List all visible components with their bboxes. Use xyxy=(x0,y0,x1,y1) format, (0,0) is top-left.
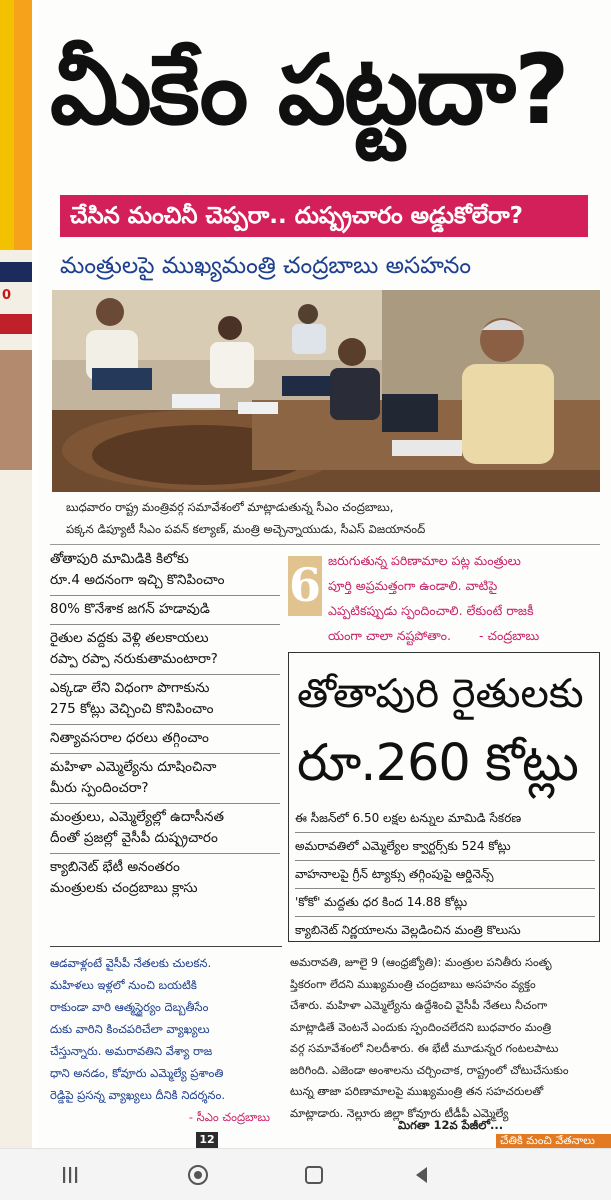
quote-author: - చంద్రబాబు xyxy=(479,628,540,643)
article-line: ప్తికరంగా లేదని ముఖ్యమంత్రి చంద్రబాబు అసహనం వ్యక్తం xyxy=(290,977,536,991)
quote-line: ఎప్పటికప్పుడు స్పందించాలి. లేకుంటే రాజకీ xyxy=(328,603,534,618)
cabinet-meeting-photo xyxy=(52,290,600,492)
cm-remarks-line: ధాని అనడం, కోవూరు ఎమ్మెల్యే ప్రశాంతి xyxy=(50,1066,224,1080)
page-headline: మీకేం పట్టదా? xyxy=(50,34,568,146)
key-points-column xyxy=(50,546,280,903)
quote-line: జరుగుతున్న పరిణామాల పట్ల మంత్రులు xyxy=(328,553,521,568)
highlight-box-amount: రూ.260 కోట్లు xyxy=(297,734,578,793)
key-point-line: రప్పా రప్పా నరుకుతామంటారా? xyxy=(50,651,218,667)
tagline: మంత్రులపై ముఖ్యమంత్రి చంద్రబాబు అసహనం xyxy=(60,253,472,279)
adjacent-page-dark-block xyxy=(0,262,32,282)
key-point-line: దీంతో ప్రజల్లో వైసీపీ దుష్ప్రచారం xyxy=(50,830,218,846)
key-point xyxy=(50,546,280,596)
adjacent-page-strip xyxy=(0,0,32,1148)
key-point-line: రూ.4 అదనంగా ఇచ్చి కొనిపించాం xyxy=(50,572,225,588)
photo-caption xyxy=(66,496,586,540)
cm-remarks-author: - సీఎం చంద్రబాబు xyxy=(188,1110,270,1124)
highlight-box-point: వాహనాలపై గ్రీన్ ట్యాక్సు తగ్గింపుపై ఆర్డినెన్స్ xyxy=(295,861,595,889)
key-point-line: మీరు స్పందించరా? xyxy=(50,780,149,796)
photo-caption-line: పక్కన డిప్యూటీ సీఎం పవన్ కల్యాణ్, మంత్రి అచ్చెన్నాయుడు, సీఎస్ విజయానంద్ xyxy=(66,522,426,536)
highlight-box-point: క్యాబినెట్ నిర్ణయాలను వెల్లడించిన మంత్రి కొలుసు xyxy=(295,923,521,937)
article-continued-note: మిగతా 12వ పేజీలో... xyxy=(398,1118,504,1132)
key-point-line: మంత్రులకు చంద్రబాబు క్లాసు xyxy=(50,880,198,896)
cm-remarks-line: దుకు వారిని కించపరిచేలా వ్యాఖ్యలు xyxy=(50,1022,210,1036)
quote-line-text: యంగా చాలా నష్టపోతాం. xyxy=(328,628,451,643)
key-point xyxy=(50,804,280,854)
key-point-line: మహిళా ఎమ్మెల్యేను దూషించినా xyxy=(50,759,217,775)
home-circle-icon[interactable] xyxy=(186,1163,210,1187)
highlight-box-point: ఈ సీజన్‌లో 6.50 లక్షల టన్నుల మామిడి సేకరణ xyxy=(295,805,595,833)
cm-remarks-line: చేస్తున్నారు. అమరావతిని వేశ్యా రాజ xyxy=(50,1044,213,1058)
cabinet-meeting-illustration xyxy=(52,290,600,492)
bottom-ribbon: చేతికి మంచి వేతనాలు xyxy=(496,1134,611,1148)
key-point xyxy=(50,754,280,804)
article-body xyxy=(290,952,602,1122)
menu-bars-icon[interactable] xyxy=(58,1163,82,1187)
adjacent-page-number: 0 xyxy=(2,288,12,303)
key-point xyxy=(50,625,280,675)
quote-mark-icon: 6 xyxy=(288,556,322,616)
cm-remarks-line: మహిళలు ఇళ్లలో నుంచి బయటికి xyxy=(50,978,197,992)
adjacent-page-photo xyxy=(0,350,32,470)
key-point-line: క్యాబినెట్ భేటీ అనంతరం xyxy=(50,859,180,875)
quote-line: పూర్తి అప్రమత్తంగా ఉండాలి. వాటిపై xyxy=(328,578,498,593)
quote-text xyxy=(328,548,600,648)
key-point-line: మంత్రులు, ఎమ్మెల్యేల్లో ఉదాసీనత xyxy=(50,809,224,825)
article-line: టున్న తాజా పరిణామాలపై ముఖ్యమంత్రి తన సహచరులతో xyxy=(290,1085,544,1098)
key-point xyxy=(50,725,280,754)
cm-remarks-line: రెడ్డిపై ప్రసన్న వ్యాఖ్యలు దీనికి నిదర్శనం. xyxy=(50,1088,225,1102)
article-line: జరిగింది. ఎజెండా అంశాలను చర్చించాక, రాష్ట్రంలో చోటుచేసుకుం xyxy=(290,1063,569,1077)
cm-remarks-box xyxy=(50,952,280,1144)
key-point-line: రైతుల వద్దకు వెళ్లి తలకాయలు xyxy=(50,630,209,646)
article-line: మాట్లాడితే వెంటనే ఎందుకు స్పందించలేదని బుధవారం మంత్రి xyxy=(290,1020,552,1034)
key-point xyxy=(50,596,280,625)
key-point-line: తోతాపురి మామిడికి కిలోకు xyxy=(50,551,189,567)
adjacent-page-red-block xyxy=(0,314,32,334)
newspaper-page xyxy=(38,0,611,1148)
highlight-box-title: తోతాపురి రైతులకు xyxy=(297,671,584,717)
article-line: మాట్లాడారు. నెల్లూరు జిల్లా కోవూరు టీడీపీ ఎమ్మెల్యే xyxy=(290,1106,509,1120)
photo-caption-line: బుధవారం రాష్ట్ర మంత్రివర్గ సమావేశంలో మాట్లాడుతున్న సీఎం చంద్రబాబు, xyxy=(66,500,394,514)
left-box-divider xyxy=(50,946,282,947)
recents-square-icon[interactable] xyxy=(302,1163,326,1187)
quote-line xyxy=(328,623,600,648)
cm-remarks-line: రాకుండా వారి ఆత్మస్థైర్యం దెబ్బతీసేం xyxy=(50,1000,209,1014)
cm-remarks-line: ఆడవాళ్లంటే వైసీపీ నేతలకు చులకన. xyxy=(50,956,212,970)
article-line: చేశారు. మహిళా ఎమ్మెల్యేను ఉద్దేశించి వైసీపీ నేతలు నీచంగా xyxy=(290,999,548,1012)
key-point xyxy=(50,675,280,725)
key-point-line: 275 కోట్లు వెచ్చించి కొనిపించాం xyxy=(50,701,214,717)
page-number-badge: 12 xyxy=(196,1132,218,1148)
key-point-line: ఎక్కడా లేని విధంగా పొగాకును xyxy=(50,680,210,696)
article-line: అమరావతి, జూలై 9 (ఆంధ్రజ్యోతి): మంత్రుల పనితీరు సంతృ xyxy=(290,956,552,969)
highlight-box-point: అమరావతిలో ఎమ్మెల్యేల క్వార్టర్స్‌కు 524 కోట్లు xyxy=(295,833,595,861)
subheadline-banner: చేసిన మంచినీ చెప్పరా.. దుష్ప్రచారం అడ్డుకోలేరా? xyxy=(60,195,588,237)
cm-quote xyxy=(288,548,600,650)
system-nav-bar xyxy=(0,1148,611,1200)
key-point xyxy=(50,854,280,903)
adjacent-page-orange-band xyxy=(14,0,32,250)
key-point-line: నిత్యావసరాల ధరలు తగ్గించాం xyxy=(50,730,209,746)
adjacent-page-yellow-band xyxy=(0,0,14,250)
highlight-box xyxy=(288,652,600,942)
article-line: వర్గ సమావేశంలో నిలదీశారు. ఈ భేటీ మూడున్నర గంటలపాటు xyxy=(290,1042,559,1055)
key-point-line: 80% కొనేశాక జగన్ హడావుడి xyxy=(50,601,210,617)
section-divider xyxy=(50,544,600,545)
highlight-box-points xyxy=(295,805,595,944)
back-triangle-icon[interactable] xyxy=(410,1163,434,1187)
highlight-box-point: 'కోకో' మద్దతు ధర కింద 14.88 కోట్లు xyxy=(295,889,595,917)
